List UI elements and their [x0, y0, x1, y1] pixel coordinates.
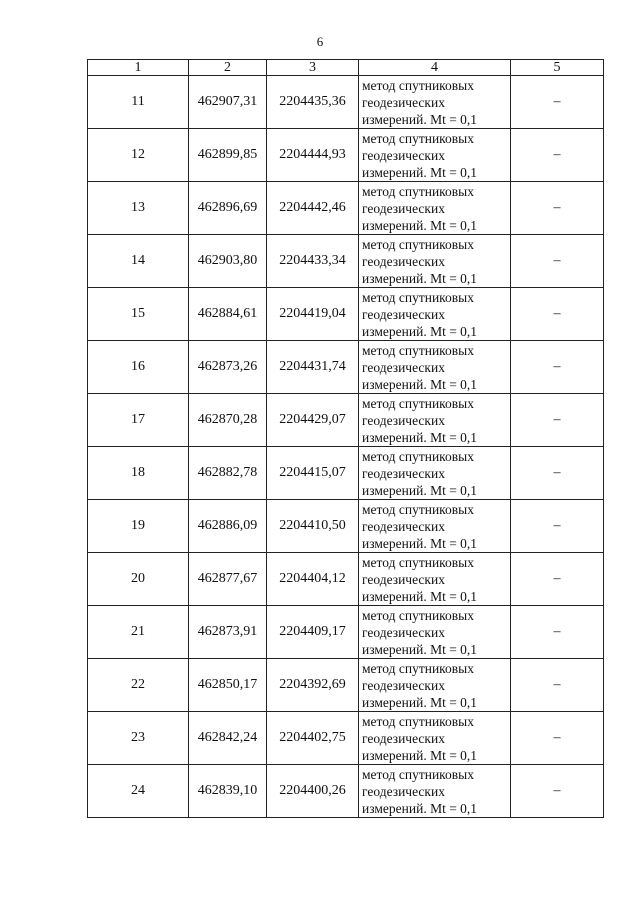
method-line-3: измерений. Mt = 0,1 [362, 535, 478, 551]
y-coordinate-cell: 2204444,93 [267, 129, 359, 182]
table-body [88, 76, 604, 818]
method-line-2: геодезических [362, 253, 445, 269]
point-number-cell: 11 [88, 76, 189, 129]
method-line-2: геодезических [362, 624, 445, 640]
point-number-cell: 22 [88, 659, 189, 712]
method-line-3: измерений. Mt = 0,1 [362, 694, 478, 710]
method-line-3: измерений. Mt = 0,1 [362, 429, 478, 445]
header-row [88, 60, 604, 76]
method-line-1: метод спутниковых [362, 448, 474, 464]
note-cell: – [511, 659, 604, 712]
table-row [88, 659, 604, 712]
x-coordinate-cell: 462877,67 [189, 553, 267, 606]
table-row [88, 235, 604, 288]
y-coordinate-cell: 2204404,12 [267, 553, 359, 606]
x-coordinate-cell: 462903,80 [189, 235, 267, 288]
point-number-cell: 15 [88, 288, 189, 341]
method-cell [359, 765, 511, 818]
y-coordinate-cell: 2204433,34 [267, 235, 359, 288]
method-cell [359, 712, 511, 765]
note-cell: – [511, 765, 604, 818]
y-coordinate-cell: 2204400,26 [267, 765, 359, 818]
header-col-5: 5 [511, 60, 604, 76]
note-cell: – [511, 447, 604, 500]
table-row [88, 765, 604, 818]
point-number-cell: 21 [88, 606, 189, 659]
method-line-3: измерений. Mt = 0,1 [362, 376, 478, 392]
method-line-2: геодезических [362, 571, 445, 587]
method-line-3: измерений. Mt = 0,1 [362, 482, 478, 498]
page-number: 6 [316, 34, 324, 49]
x-coordinate-cell: 462850,17 [189, 659, 267, 712]
header-col-2: 2 [189, 60, 267, 76]
y-coordinate-cell: 2204419,04 [267, 288, 359, 341]
method-line-2: геодезических [362, 412, 445, 428]
method-line-3: измерений. Mt = 0,1 [362, 588, 478, 604]
method-line-3: измерений. Mt = 0,1 [362, 164, 478, 180]
x-coordinate-cell: 462899,85 [189, 129, 267, 182]
method-line-2: геодезических [362, 359, 445, 375]
method-line-1: метод спутниковых [362, 342, 474, 358]
y-coordinate-cell: 2204431,74 [267, 341, 359, 394]
point-number-cell: 17 [88, 394, 189, 447]
table-row [88, 394, 604, 447]
method-line-3: измерений. Mt = 0,1 [362, 111, 478, 127]
method-cell [359, 606, 511, 659]
header-col-3: 3 [267, 60, 359, 76]
method-cell [359, 341, 511, 394]
point-number-cell: 20 [88, 553, 189, 606]
table-row [88, 341, 604, 394]
table-row [88, 182, 604, 235]
method-line-1: метод спутниковых [362, 236, 474, 252]
method-cell [359, 288, 511, 341]
note-cell: – [511, 394, 604, 447]
method-cell [359, 447, 511, 500]
point-number-cell: 23 [88, 712, 189, 765]
method-line-3: измерений. Mt = 0,1 [362, 270, 478, 286]
header-col-1: 1 [88, 60, 189, 76]
note-cell: – [511, 341, 604, 394]
table-row [88, 553, 604, 606]
table-row [88, 76, 604, 129]
x-coordinate-cell: 462839,10 [189, 765, 267, 818]
method-cell [359, 500, 511, 553]
method-line-3: измерений. Mt = 0,1 [362, 641, 478, 657]
method-line-2: геодезических [362, 147, 445, 163]
table-header [88, 60, 604, 76]
y-coordinate-cell: 2204409,17 [267, 606, 359, 659]
header-col-4: 4 [359, 60, 511, 76]
y-coordinate-cell: 2204435,36 [267, 76, 359, 129]
y-coordinate-cell: 2204442,46 [267, 182, 359, 235]
method-line-1: метод спутниковых [362, 713, 474, 729]
method-line-1: метод спутниковых [362, 77, 474, 93]
x-coordinate-cell: 462873,26 [189, 341, 267, 394]
note-cell: – [511, 235, 604, 288]
method-line-1: метод спутниковых [362, 395, 474, 411]
note-cell: – [511, 500, 604, 553]
method-line-1: метод спутниковых [362, 289, 474, 305]
note-cell: – [511, 288, 604, 341]
method-cell [359, 394, 511, 447]
x-coordinate-cell: 462886,09 [189, 500, 267, 553]
y-coordinate-cell: 2204415,07 [267, 447, 359, 500]
method-line-1: метод спутниковых [362, 183, 474, 199]
method-line-2: геодезических [362, 730, 445, 746]
method-line-2: геодезических [362, 783, 445, 799]
table-row [88, 606, 604, 659]
y-coordinate-cell: 2204410,50 [267, 500, 359, 553]
method-line-1: метод спутниковых [362, 130, 474, 146]
x-coordinate-cell: 462907,31 [189, 76, 267, 129]
method-cell [359, 659, 511, 712]
method-line-1: метод спутниковых [362, 660, 474, 676]
method-line-2: геодезических [362, 518, 445, 534]
x-coordinate-cell: 462884,61 [189, 288, 267, 341]
y-coordinate-cell: 2204429,07 [267, 394, 359, 447]
note-cell: – [511, 182, 604, 235]
method-line-1: метод спутниковых [362, 554, 474, 570]
note-cell: – [511, 76, 604, 129]
x-coordinate-cell: 462896,69 [189, 182, 267, 235]
point-number-cell: 24 [88, 765, 189, 818]
point-number-cell: 12 [88, 129, 189, 182]
note-cell: – [511, 553, 604, 606]
method-cell [359, 553, 511, 606]
method-line-2: геодезических [362, 465, 445, 481]
method-line-3: измерений. Mt = 0,1 [362, 747, 478, 763]
note-cell: – [511, 606, 604, 659]
method-line-3: измерений. Mt = 0,1 [362, 800, 478, 816]
point-number-cell: 13 [88, 182, 189, 235]
y-coordinate-cell: 2204392,69 [267, 659, 359, 712]
y-coordinate-cell: 2204402,75 [267, 712, 359, 765]
point-number-cell: 18 [88, 447, 189, 500]
x-coordinate-cell: 462870,28 [189, 394, 267, 447]
table-row [88, 288, 604, 341]
coordinates-table [87, 59, 604, 818]
method-line-1: метод спутниковых [362, 766, 474, 782]
method-line-2: геодезических [362, 677, 445, 693]
method-line-2: геодезических [362, 200, 445, 216]
method-line-1: метод спутниковых [362, 501, 474, 517]
method-cell [359, 129, 511, 182]
method-cell [359, 235, 511, 288]
table-row [88, 447, 604, 500]
point-number-cell: 14 [88, 235, 189, 288]
point-number-cell: 16 [88, 341, 189, 394]
method-line-1: метод спутниковых [362, 607, 474, 623]
method-cell [359, 182, 511, 235]
point-number-cell: 19 [88, 500, 189, 553]
note-cell: – [511, 129, 604, 182]
method-line-2: геодезических [362, 94, 445, 110]
x-coordinate-cell: 462842,24 [189, 712, 267, 765]
note-cell: – [511, 712, 604, 765]
method-line-2: геодезических [362, 306, 445, 322]
table-row [88, 129, 604, 182]
method-line-3: измерений. Mt = 0,1 [362, 217, 478, 233]
table-row [88, 500, 604, 553]
x-coordinate-cell: 462882,78 [189, 447, 267, 500]
x-coordinate-cell: 462873,91 [189, 606, 267, 659]
table-row [88, 712, 604, 765]
method-line-3: измерений. Mt = 0,1 [362, 323, 478, 339]
method-cell [359, 76, 511, 129]
